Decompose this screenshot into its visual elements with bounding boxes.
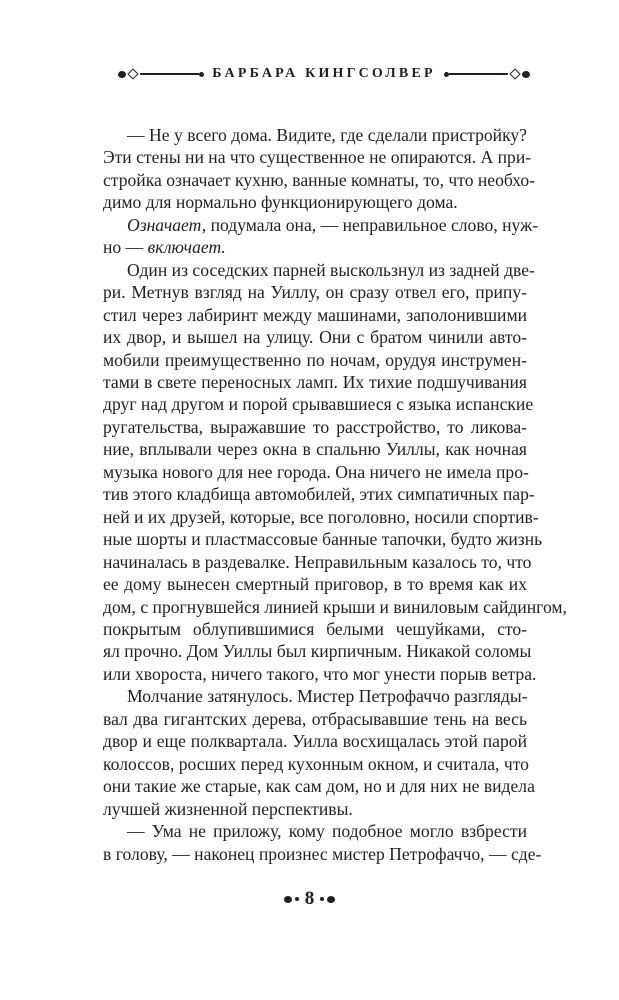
- text-line: [103, 259, 535, 281]
- text-segment: — Не у всего дома. Видите, где сделали пристройку?: [127, 125, 527, 145]
- body-text: [103, 124, 567, 865]
- text-segment: двор и еще полквартала. Уилла восхищалась этой парой: [103, 731, 527, 752]
- page-number: 8: [304, 888, 315, 909]
- text-segment: музыка нового для нее города. Она ничего не имела про-: [103, 461, 529, 482]
- text-line: [103, 730, 527, 752]
- text-segment: димо для нормально функционирующего дома.: [103, 192, 458, 213]
- text-segment: ял прочно. Дом Уиллы был кирпичным. Никакой соломы: [103, 641, 532, 662]
- text-segment: стил через лабиринт между машинами, заполонившими: [103, 304, 527, 325]
- text-segment: лучшей жизненной перспективы.: [103, 798, 353, 819]
- text-segment: стройка означает кухню, ванные комнаты, то, что необхо-: [103, 169, 535, 190]
- text-line: [103, 528, 543, 550]
- text-segment: ругательства, выражавшие то расстройство, то ликова-: [103, 416, 527, 437]
- text-segment: начиналась в раздевалке. Неправильным казалось то, что: [103, 551, 532, 572]
- text-line: [103, 124, 527, 146]
- text-line: [103, 596, 567, 618]
- text-segment: ней и их друзей, которые, все поголовно, носили спортив-: [103, 506, 539, 527]
- text-segment: ее дому вынесен смертный приговор, в то время как их: [103, 574, 527, 595]
- text-line: [103, 506, 539, 528]
- text-segment: вал два гигантских дерева, отбрасывавшие тень на весь: [103, 708, 527, 729]
- text-segment: они такие же старые, как сам дом, но и для них не видела: [103, 776, 535, 797]
- italic-text: Означает,: [127, 214, 207, 235]
- text-segment: Эти стены ни на что существенное не опираются. А при-: [103, 147, 532, 168]
- text-line: [103, 393, 534, 415]
- text-segment: покрытым облупившимися белыми чешуйками, сто-: [103, 618, 527, 639]
- text-line: [103, 753, 527, 775]
- text-line: [103, 685, 527, 707]
- folio-ornament-left-icon: [284, 896, 299, 903]
- text-segment: дом, с прогнувшейся линией крыши и виниловым сайдингом,: [103, 596, 567, 617]
- text-line: [103, 618, 527, 640]
- text-line: [103, 573, 527, 595]
- text-line: [103, 708, 527, 730]
- text-line: [103, 640, 532, 662]
- running-title: БАРБАРА КИНГСОЛВЕР: [212, 66, 436, 81]
- text-line: [103, 438, 527, 460]
- text-segment: мобили преимущественно по ночам, орудуя инструмен-: [103, 349, 527, 370]
- text-segment: друг над другом и порой срывавшиеся с языка испанские: [103, 394, 534, 415]
- text-line: [103, 461, 527, 483]
- text-line: [103, 236, 527, 258]
- text-line: [103, 843, 542, 865]
- text-line: [103, 820, 527, 842]
- italic-text: включает.: [147, 237, 226, 258]
- text-segment: ние, вплывали через окна в спальню Уиллы, как ночная: [103, 439, 527, 460]
- text-segment: колоссов, росших перед кухонным окном, и считала, что: [103, 753, 529, 774]
- text-line: [103, 326, 527, 348]
- ornament-right-icon: [444, 68, 530, 80]
- text-segment: но —: [103, 237, 148, 258]
- text-segment: или хвороста, ничего такого, что мог унести порыв ветра.: [103, 663, 537, 684]
- text-segment: ри. Метнув взгляд на Уиллу, он сразу отвел его, припу-: [103, 282, 527, 303]
- text-line: [103, 304, 527, 326]
- text-line: [103, 775, 535, 797]
- ornament-left-icon: [118, 68, 204, 80]
- text-segment: — Ума не приложу, кому подобное могло взбрести: [127, 821, 527, 842]
- text-line: [103, 169, 535, 191]
- text-line: [103, 483, 535, 505]
- text-segment: Молчание затянулось. Мистер Петрофаччо разгляды-: [127, 686, 528, 707]
- text-line: [103, 191, 527, 213]
- text-segment: их двор, и вышел на улицу. Они с братом чинили авто-: [103, 327, 527, 348]
- text-segment: ные шорты и пластмассовые банные тапочки, будто жизнь: [103, 529, 543, 550]
- page-folio: [0, 888, 619, 910]
- text-segment: Один из соседских парней выскользнул из задней две-: [127, 259, 535, 280]
- text-line: [103, 214, 539, 236]
- folio-ornament-right-icon: [320, 896, 335, 903]
- text-line: [103, 371, 527, 393]
- text-line: [103, 281, 527, 303]
- text-segment: в голову, — наконец произнес мистер Петрофаччо, — сде-: [103, 843, 542, 864]
- text-line: [103, 798, 527, 820]
- text-segment: подумала она, — неправильное слово, нуж-: [206, 214, 539, 235]
- text-line: [103, 349, 527, 371]
- running-header: [118, 62, 530, 86]
- text-segment: тив этого кладбища автомобилей, этих симпатичных пар-: [103, 484, 535, 505]
- text-segment: тами в свете переносных ламп. Их тихие подшучивания: [103, 371, 527, 392]
- text-line: [103, 416, 527, 438]
- text-line: [103, 551, 532, 573]
- text-line: [103, 146, 532, 168]
- text-line: [103, 663, 537, 685]
